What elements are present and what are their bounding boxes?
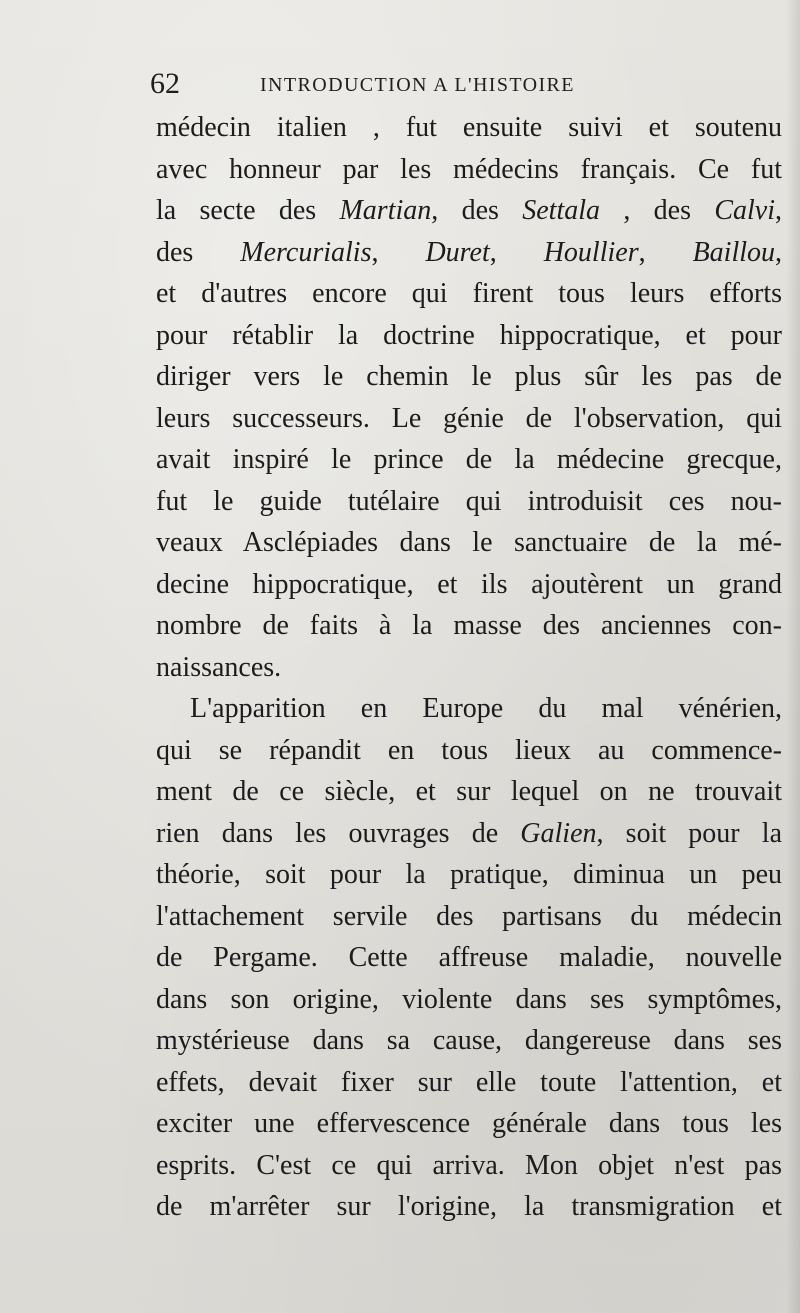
running-title: INTRODUCTION A L'HISTOIRE bbox=[260, 74, 575, 96]
text-line: qui se répandit en tous lieux au commence- bbox=[156, 734, 782, 766]
text-line: théorie, soit pour la pratique, diminua un peu bbox=[156, 859, 782, 890]
text-line: mystérieuse dans sa cause, dangereuse dans ses bbox=[156, 1025, 782, 1056]
text-line: fut le guide tutélaire qui introduisit ces nou- bbox=[156, 485, 782, 517]
text-line: avait inspiré le prince de la médecine grecque, bbox=[156, 444, 782, 475]
text-line: pour rétablir la doctrine hippocratique, et pour bbox=[156, 319, 782, 351]
text-line: esprits. C'est ce qui arriva. Mon objet n'est pas bbox=[156, 1149, 782, 1181]
text-line: leurs successeurs. Le génie de l'observation, qui bbox=[156, 402, 782, 434]
text-line: et d'autres encore qui firent tous leurs efforts bbox=[156, 278, 782, 309]
text-line: L'apparition en Europe du mal vénérien, bbox=[190, 693, 782, 724]
text-line: de m'arrêter sur l'origine, la transmigration et bbox=[156, 1191, 782, 1222]
text-line: avec honneur par les médecins français. Ce fut bbox=[156, 153, 782, 185]
text-line: des Mercurialis, Duret, Houllier, Baillou, bbox=[156, 236, 783, 268]
text-line: naissances. bbox=[156, 651, 282, 683]
text-line: ment de ce siècle, et sur lequel on ne trouvait bbox=[156, 776, 782, 807]
page-header bbox=[150, 64, 760, 104]
text-line: rien dans les ouvrages de Galien, soit pour la bbox=[156, 817, 782, 849]
text-line: de Pergame. Cette affreuse maladie, nouvelle bbox=[156, 942, 782, 973]
text-line: diriger vers le chemin le plus sûr les pas de bbox=[156, 361, 782, 392]
text-line: exciter une effervescence générale dans tous les bbox=[156, 1108, 782, 1139]
text-line: decine hippocratique, et ils ajoutèrent un grand bbox=[156, 568, 782, 600]
text-line: la secte des Martian, des Settala , des Calvi, bbox=[156, 195, 782, 226]
text-line: l'attachement servile des partisans du médecin bbox=[156, 900, 782, 932]
body-text bbox=[156, 107, 782, 1228]
text-line: veaux Asclépiades dans le sanctuaire de la mé- bbox=[156, 527, 782, 558]
page-number: 62 bbox=[150, 67, 180, 100]
text-line: dans son origine, violente dans ses symptômes, bbox=[156, 983, 782, 1015]
text-line: effets, devait fixer sur elle toute l'attention, et bbox=[156, 1066, 782, 1098]
text-line: médecin italien , fut ensuite suivi et soutenu bbox=[156, 112, 782, 143]
text-line: nombre de faits à la masse des anciennes con- bbox=[156, 610, 782, 641]
